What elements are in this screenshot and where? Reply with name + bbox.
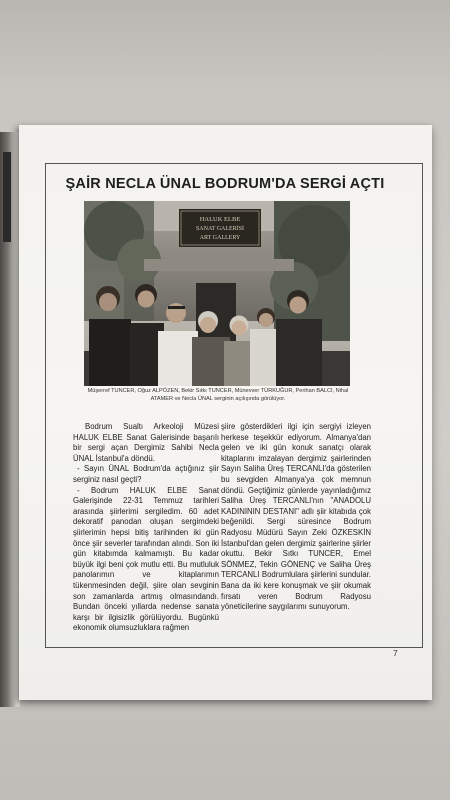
caption-line-2: ATAMER ve Necla ÜNAL serginin açılışında görülüyor.	[150, 395, 286, 402]
page-number: 7	[393, 648, 398, 658]
article-paragraph: Bodrum Sualtı Arkeoloji Müzesi HALUK ELBE Sanat Galerisinde başarılı bir sergi açan Dergimiz Sahibi Necla ÜNAL İstanbul'a döndü.	[73, 422, 219, 463]
gallery-sign-line-3: ART GALLERY	[199, 235, 241, 241]
caption-line-1: Müşerref TUNCER, Oğuz ALPÖZEN, Bekir Sıtkı TUNCER, Münevver TÜRKUĞUR, Perihan BALCI, Nihal	[87, 388, 349, 394]
article-paragraph: - Bodrum HALUK ELBE Sanat Galerişinde 22-31 Temmuz tarihleri arasında şiirlerimi sergiledim. 60 adet dekoratif panodan oluşan sergimdeki şiirlerimin hepsi bitiş tarihinden iki gün önce şiir severler tarafından alındı. Son iki gün kitabımda kalmamıştı. Bu kadar büyük ilgi beni çok mutlu etti. Bu mutluluk panolarımın ve kitaplarımın tükenmesinden değil, şiire olan sevginin son zamanlarda artmış olmasındandı. Bundan önceki yıllarda nedense sanata karşı bir ilgisizlik görülüyordu. Bugünkü ekonomik olumsuzluklara rağmen	[73, 485, 219, 633]
article-headline: ŞAİR NECLA ÜNAL BODRUM'DA SERGİ AÇTI	[65, 176, 385, 192]
article-column-left	[73, 422, 219, 634]
article-column-right	[221, 422, 371, 613]
gallery-sign-line-1: HALUK ELBE	[199, 216, 241, 223]
gallery-sign-line-2: SANAT GALERİSİ	[195, 226, 245, 232]
article-question: - Sayın ÜNAL Bodrum'da açtığınız şiir serginiz nasıl geçti?	[73, 464, 219, 484]
underlying-page-print	[3, 152, 11, 242]
article-paragraph: şiire gösterdikleri ilgi için sergiyi izleyen herkese teşekkür ediyorum. Almanya'dan gelen ve iki gün konuk sanatçı olarak kitaplarını imzalayan dergimiz şairlerinden Sayın Saliha Üreş TERCANLI'da gösterilen bu sevgiden Almanya'ya çok memnun döndü. Geçtiğimiz günlerde yayınladığımız Saliha Üreş TERCANLI'nın "ANADOLU KADINININ DESTANI" adlı şiir kitabıda çok beğenildi. Sergi süresince Bodrum Radyosu Müdürü Sayın Zeki ÖZKESKİN İstanbul'dan gelen dergimiz şairlerine şiirler okuttu. Bekir Sıtkı TUNCER, Emel SÖNMEZ, Tekin GÖNENÇ ve Saliha Üreş TERCANLI Bodrumlulara şiirlerini sundular. Bana da iki kere konuşmak ve şiir okumak fırsatı veren Bodrum Radyosu yöneticilerine saygılarımı sunuyorum.	[221, 422, 371, 612]
underlying-page-edge	[0, 132, 20, 707]
group-photo-illustration	[84, 201, 350, 386]
photo-caption	[72, 388, 364, 403]
article-photo	[84, 201, 350, 386]
